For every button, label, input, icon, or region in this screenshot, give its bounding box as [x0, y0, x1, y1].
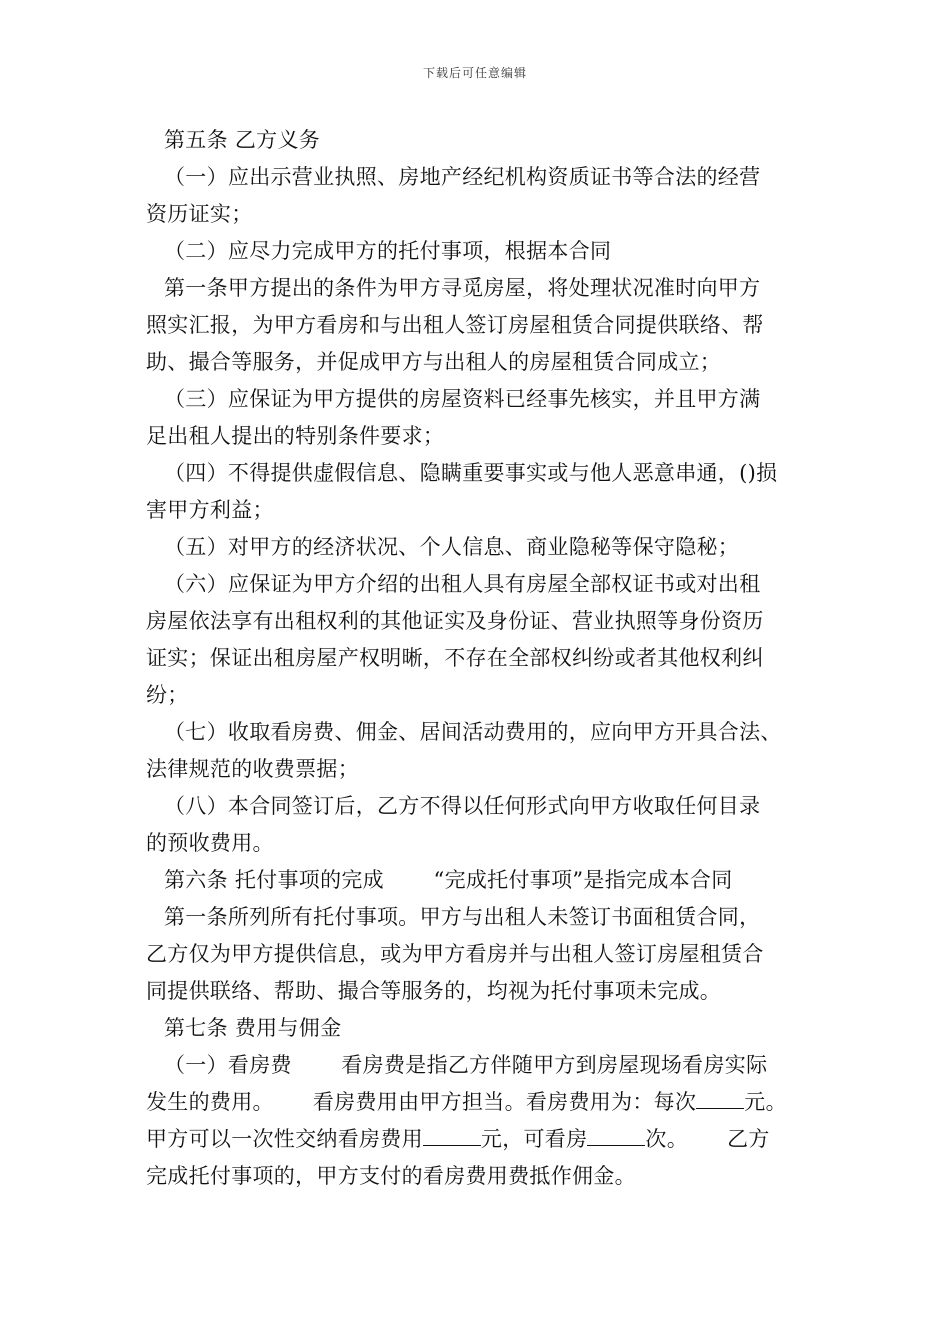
paragraph-line: 房屋依法享有出租权利的其他证实及身份证、营业执照等身份资历	[146, 609, 764, 633]
paragraph-line: 同提供联络、帮助、撮合等服务的，均视为托付事项未完成。	[146, 979, 722, 1003]
article-5-heading: 第五条 乙方义务	[164, 128, 321, 152]
line-text: 甲方可以一次性交纳看房费用	[146, 1127, 423, 1151]
paragraph-line: （六）应保证为甲方介绍的出租人具有房屋全部权证书或对出租	[164, 572, 761, 596]
paragraph-line: 助、撮合等服务，并促成甲方与出租人的房屋租赁合同成立；	[146, 350, 722, 374]
paragraph-line: （八）本合同签订后，乙方不得以任何形式向甲方收取任何目录	[164, 794, 761, 818]
paragraph-line: （四）不得提供虚假信息、隐瞒重要事实或与他人恶意串通，()损	[164, 461, 778, 485]
line-text: 元，可看房	[480, 1127, 588, 1151]
article-7-heading: 第七条 费用与佣金	[164, 1016, 342, 1040]
blank-field-per-visit[interactable]	[696, 1090, 744, 1109]
paragraph-line	[146, 1086, 787, 1116]
blank-field-lump-sum[interactable]	[423, 1127, 481, 1146]
paragraph-line: （一）应出示营业执照、房地产经纪机构资质证书等合法的经营	[164, 165, 761, 189]
paragraph-line: 照实汇报，为甲方看房和与出租人签订房屋租赁合同提供联络、帮	[146, 313, 764, 337]
paragraph-line: （二）应尽力完成甲方的托付事项，根据本合同	[164, 239, 612, 263]
paragraph-line: 害甲方利益；	[146, 498, 274, 522]
line-text: 次。 乙方	[645, 1127, 770, 1151]
paragraph-line: 完成托付事项的，甲方支付的看房费用费抵作佣金。	[146, 1164, 636, 1188]
paragraph-line: 足出租人提出的特别条件要求；	[146, 424, 445, 448]
paragraph-line: （三）应保证为甲方提供的房屋资料已经事先核实，并且甲方满	[164, 387, 761, 411]
paragraph-line: 乙方仅为甲方提供信息，或为甲方看房并与出租人签订房屋租赁合	[146, 942, 764, 966]
paragraph-line: （五）对甲方的经济状况、个人信息、商业隐秘等保守隐秘；	[164, 535, 740, 559]
paragraph-line: （七）收取看房费、佣金、居间活动费用的，应向甲方开具合法、	[164, 720, 782, 744]
paragraph-line	[146, 1123, 770, 1153]
paragraph-line: 证实；保证出租房屋产权明晰，不存在全部权纠纷或者其他权利纠	[146, 646, 764, 670]
paragraph-line: 的预收费用。	[146, 831, 274, 855]
paragraph-line: 资历证实；	[146, 202, 253, 226]
paragraph-line: 纷；	[146, 683, 189, 707]
paragraph-line: 法律规范的收费票据；	[146, 757, 359, 781]
article-6-heading: 第六条 托付事项的完成 “完成托付事项”是指完成本合同	[164, 868, 733, 892]
paragraph-line: 第一条所列所有托付事项。甲方与出租人未签订书面租赁合同，	[164, 905, 761, 929]
line-text: 发生的费用。 看房费用由甲方担当。看房费用为：每次	[146, 1090, 697, 1114]
page-header: 下载后可任意编辑	[422, 66, 527, 80]
line-text: 元。	[744, 1090, 787, 1114]
paragraph-line: （一）看房费 看房费是指乙方伴随甲方到房屋现场看房实际	[164, 1053, 768, 1077]
paragraph-line: 第一条甲方提出的条件为甲方寻觅房屋，将处理状况准时向甲方	[164, 276, 761, 300]
blank-field-visit-count[interactable]	[587, 1127, 645, 1146]
